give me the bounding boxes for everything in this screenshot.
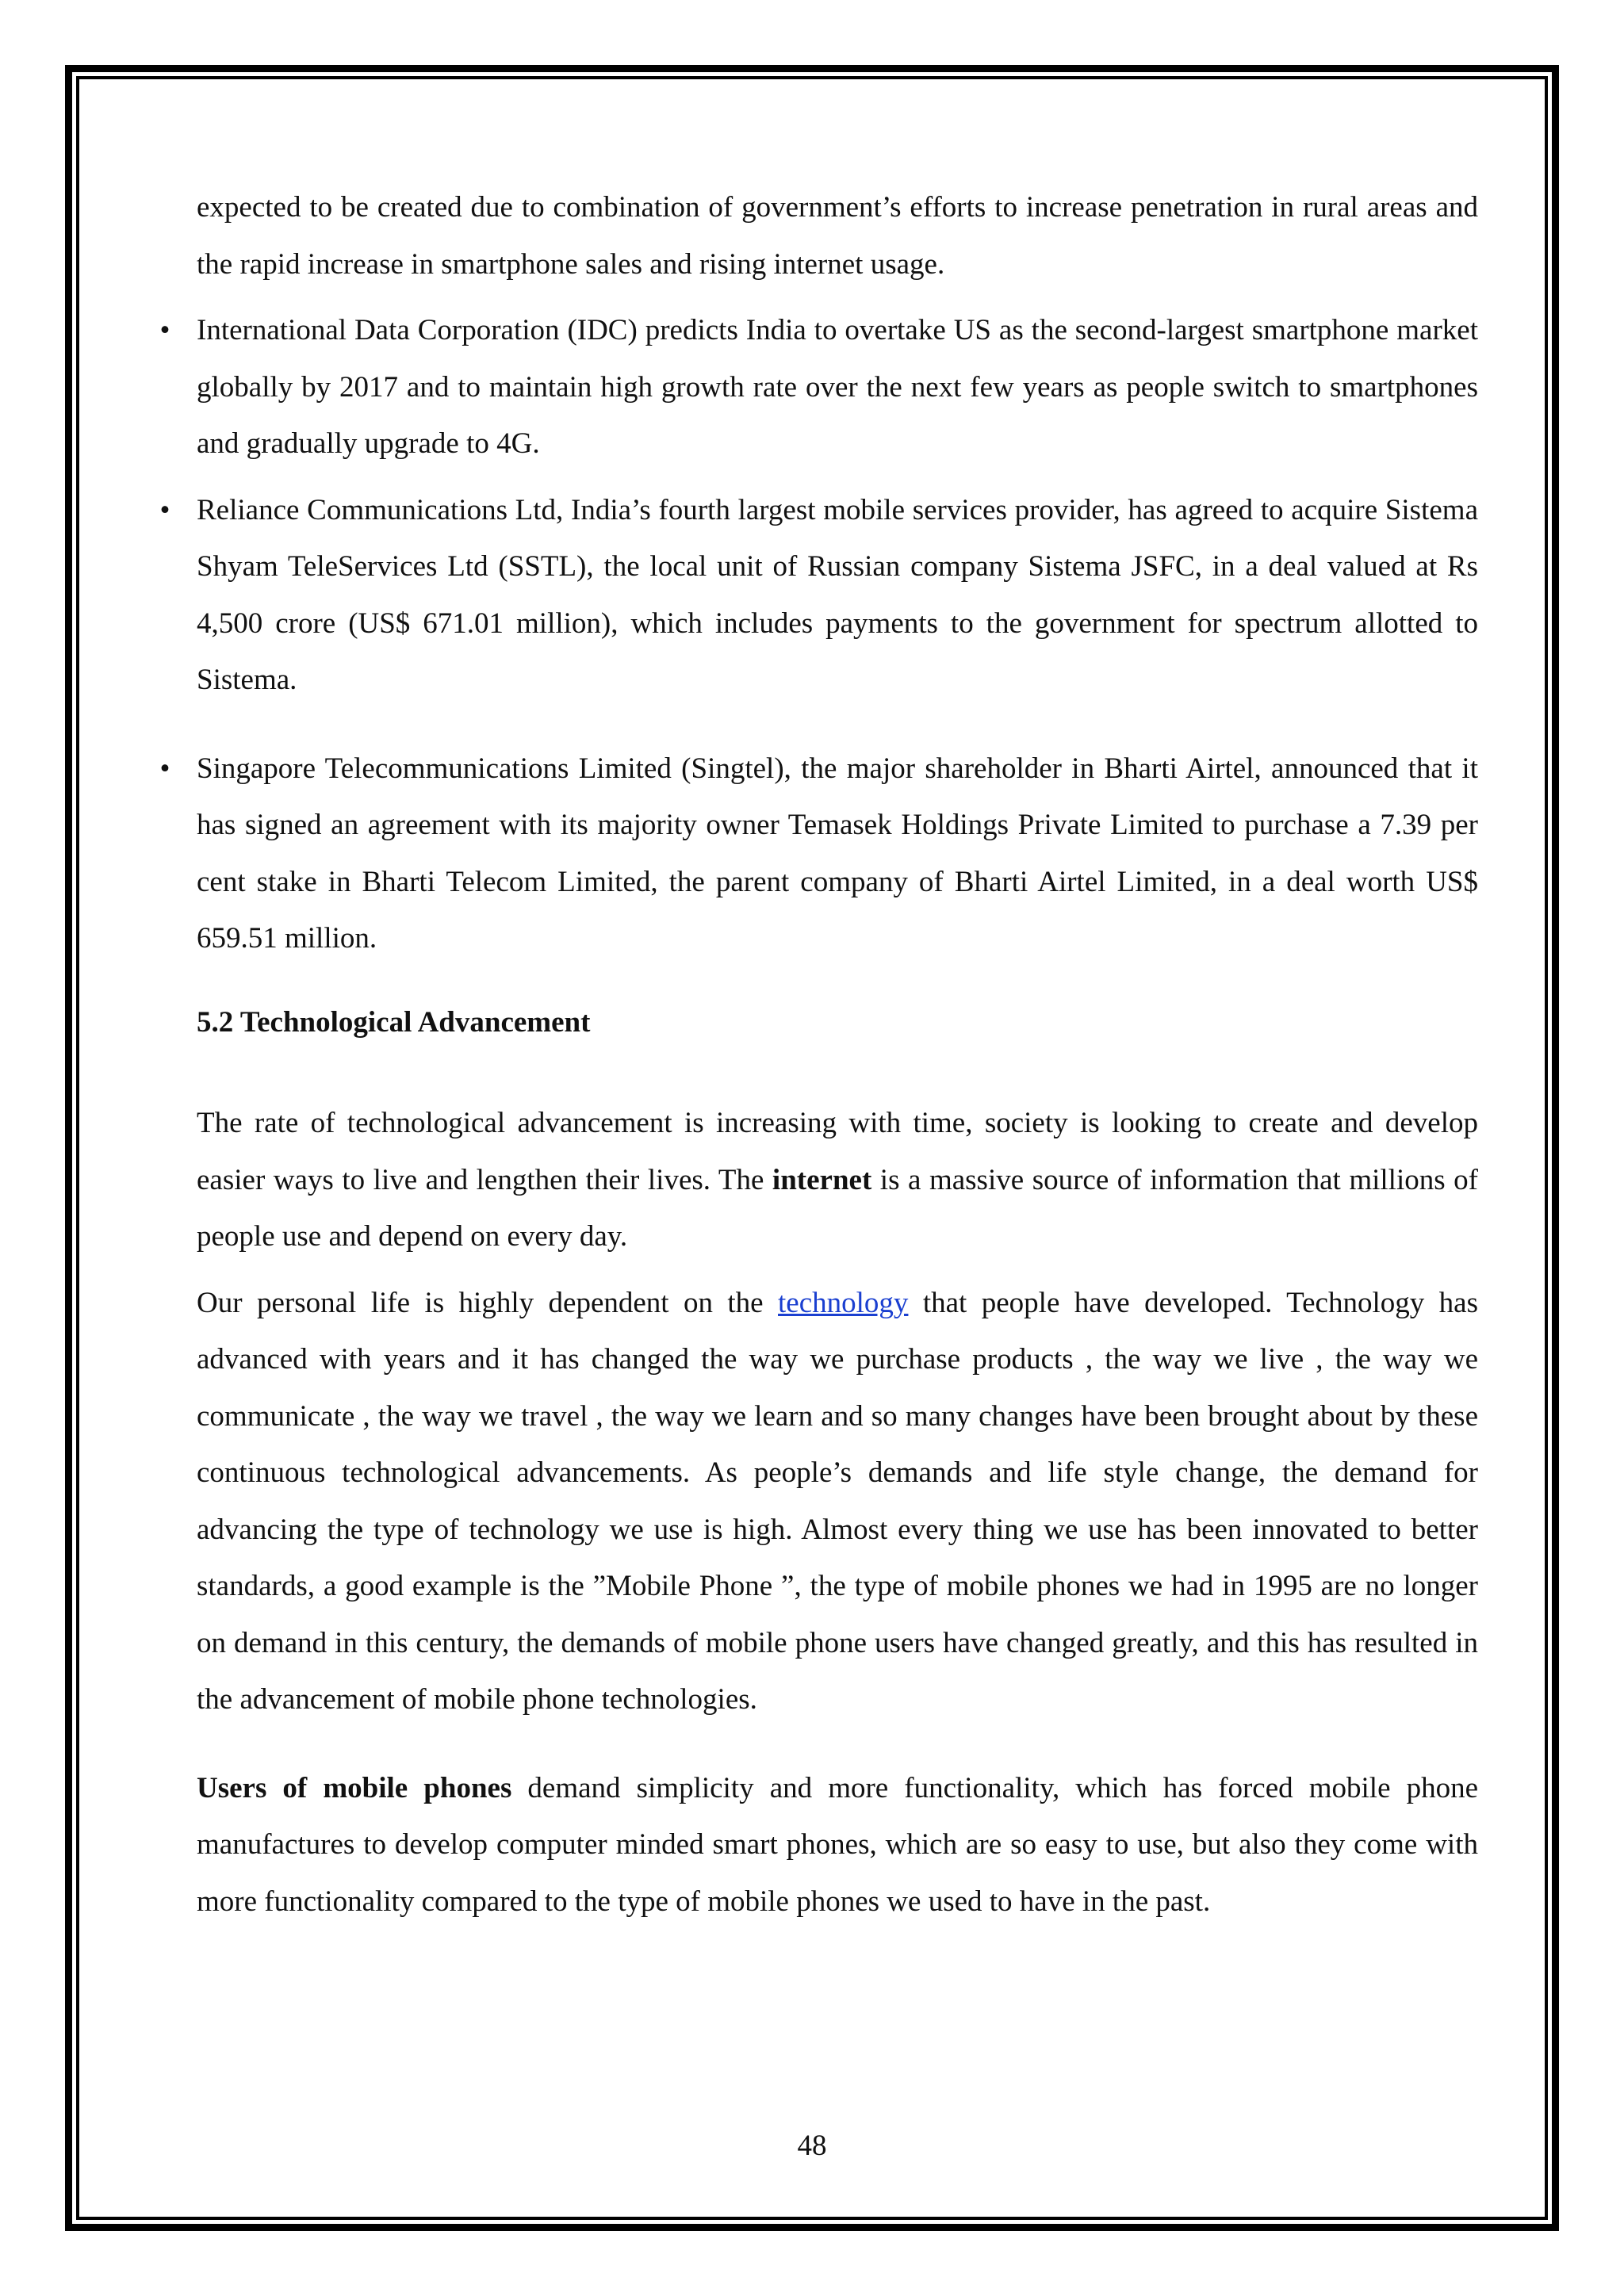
bullet-item-singtel: [159, 740, 1478, 967]
bullet-icon: •: [159, 314, 170, 346]
para3-text-after: demand simplicity and more functionality, which has forced mobile phone manufactures to develop computer minded smart phones, which are so easy to use, but also they come with more functionality compared to the type of mobile phones we used to have in the past.: [197, 1771, 1478, 1918]
continuation-paragraph: expected to be created due to combination of government’s efforts to increase penetration in rural areas and the rapid increase in smartphone sales and rising internet usage.: [197, 191, 1478, 281]
bullet-text: Reliance Communications Ltd, India’s fourth largest mobile services provider, has agreed to acquire Sistema Shyam TeleServices Ltd (SSTL), the local unit of Russian company Sistema JSFC, in a deal valued at Rs 4,500 crore (US$ 671.01 million), which includes payments to the government for spectrum allotted to Sistema.: [197, 493, 1478, 696]
bullet-list: [159, 302, 1478, 967]
bullet-text: Singapore Telecommunications Limited (Singtel), the major shareholder in Bharti Airtel, announced that it has signed an agreement with its majority owner Temasek Holdings Private Limited to purchase a 7.39 per cent stake in Bharti Telecom Limited, the parent company of Bharti Airtel Limited, in a deal worth US$ 659.51 million.: [197, 752, 1478, 955]
bullet-icon: •: [159, 752, 170, 785]
bullet-icon: •: [159, 493, 170, 526]
para1-text-before: The rate of technological advancement is increasing with time, society is looking to create and develop easier ways to live and lengthen their lives. The: [197, 1107, 1478, 1196]
page-content: [159, 179, 1478, 1939]
bullet-item-reliance: [159, 482, 1478, 709]
para1-text-after: is a massive source of information that millions of people use and depend on every day.: [197, 1163, 1478, 1253]
para2-text-before: Our personal life is highly dependent on the: [197, 1286, 779, 1319]
para2-text-after: that people have developed. Technology has advanced with years and it has changed the way we purchase products , the way we live , the way we communicate , the way we travel , the way we learn and so many changes have been brought about by these continuous technological advancements. As people’s demands and life style change, the demand for advancing the type of technology we use is high. Almost every thing we use has been innovated to better standards, a good example is the ”Mobile Phone ”, the type of mobile phones we had in 1995 are no longer on demand in this century, the demands of mobile phone users have changed greatly, and this has resulted in the advancement of mobile phone technologies.: [197, 1286, 1478, 1716]
para1-bold-internet: internet: [772, 1163, 872, 1196]
paragraph-users-of-mobile-phones: [197, 1760, 1478, 1931]
paragraph-technological-advancement: [197, 1095, 1478, 1265]
page-number: 48: [797, 2130, 827, 2162]
paragraph-personal-life: [197, 1275, 1478, 1728]
technology-link[interactable]: technology: [778, 1286, 909, 1319]
bullet-item-idc: [159, 302, 1478, 473]
bullet-text: International Data Corporation (IDC) predicts India to overtake US as the second-largest smartphone market globally by 2017 and to maintain high growth rate over the next few years as people switch to smartphones and gradually upgrade to 4G.: [197, 314, 1478, 460]
section-heading: 5.2 Technological Advancement: [197, 1005, 591, 1039]
para3-bold-users: Users of mobile phones: [197, 1771, 512, 1804]
